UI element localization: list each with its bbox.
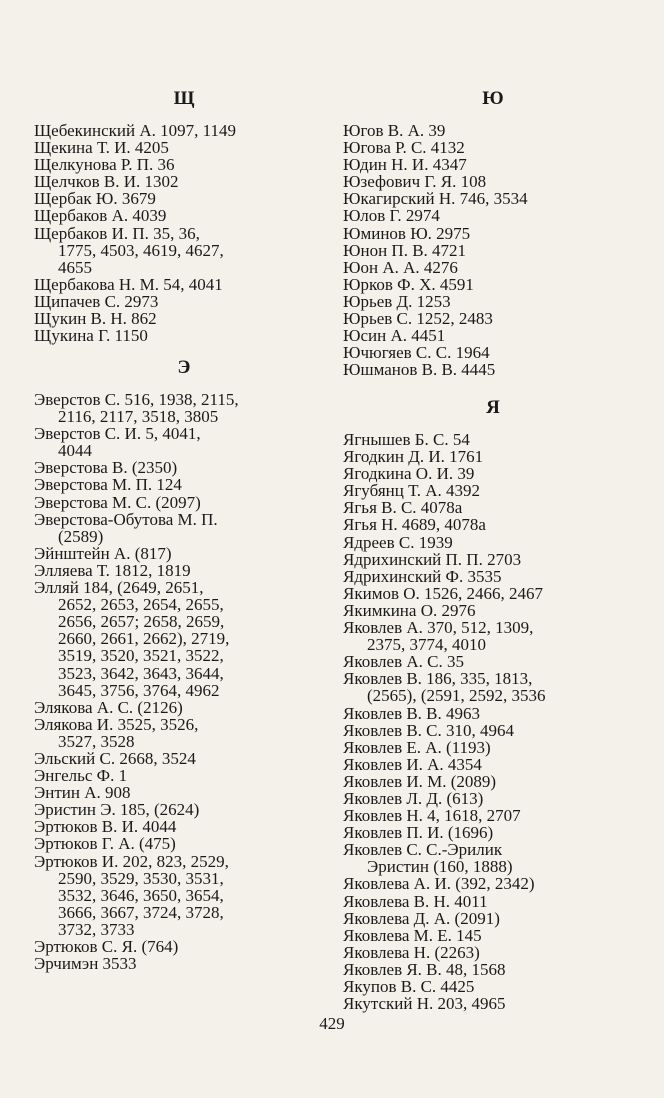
entry-continuation-line: 3519, 3520, 3521, 3522, (58, 646, 224, 666)
index-entry (343, 448, 643, 465)
entry-continuation-line: 3527, 3528 (58, 731, 135, 751)
index-entry (343, 499, 643, 516)
index-entry (34, 835, 334, 852)
entry-line: Яковлева А. И. (392, 2342) (343, 874, 535, 894)
entry-continuation-line: 3645, 3756, 3764, 4962 (58, 680, 220, 700)
index-entry (343, 893, 643, 910)
entry-line: Эверстова-Обутова М. П. (34, 509, 218, 529)
index-entry (343, 705, 643, 722)
entry-continuation-line: 3532, 3646, 3650, 3654, (58, 885, 224, 905)
index-section (343, 88, 643, 378)
index-entry (343, 756, 643, 773)
entry-line: Югов В. А. 39 (343, 121, 446, 140)
entry-line: Ядрихинский Ф. 3535 (343, 566, 502, 586)
index-entry (34, 955, 334, 972)
index-entry (34, 391, 334, 425)
entry-line: Яковлев Я. В. 48, 1568 (343, 959, 506, 979)
entry-line: Ягья В. С. 4078а (343, 498, 463, 518)
entry-line: Яковлев А. 370, 512, 1309, (343, 618, 534, 638)
index-entry (34, 801, 334, 818)
index-entry (343, 207, 643, 224)
entry-line: Якутский Н. 203, 4965 (343, 994, 506, 1014)
index-entry (343, 722, 643, 739)
index-entry (34, 494, 334, 511)
index-entry (34, 122, 334, 139)
index-entry (34, 476, 334, 493)
index-entry (343, 465, 643, 482)
index-entry (34, 853, 334, 938)
entry-continuation-line: 2656, 2657; 2658, 2659, (58, 612, 225, 632)
index-entry (343, 568, 643, 585)
index-entry (34, 784, 334, 801)
entry-line: Юзефович Г. Я. 108 (343, 172, 487, 192)
index-entry (343, 344, 643, 361)
entry-line: Энтин А. 908 (34, 783, 131, 803)
entry-line: Щелчков В. И. 1302 (34, 172, 179, 192)
entry-line: Юшманов В. В. 4445 (343, 360, 496, 380)
entry-line: Якимов О. 1526, 2466, 2467 (343, 583, 544, 603)
index-entry (343, 259, 643, 276)
entry-line: Яковлев А. С. 35 (343, 652, 464, 672)
entry-line: Яковлев П. И. (1696) (343, 823, 494, 843)
index-entry (343, 516, 643, 533)
index-entry (34, 699, 334, 716)
index-entry (343, 310, 643, 327)
index-entry (34, 425, 334, 459)
index-entry (343, 910, 643, 927)
index-entry (343, 242, 643, 259)
index-entry (343, 534, 643, 551)
index-entry (343, 790, 643, 807)
entry-line: Юнон П. В. 4721 (343, 240, 467, 260)
section-letter-heading: Ю (482, 88, 504, 109)
index-entry (343, 173, 643, 190)
index-entry (34, 225, 334, 276)
index-entry (343, 276, 643, 293)
index-section (34, 88, 334, 344)
entry-line: Юминов Ю. 2975 (343, 223, 471, 243)
entry-line: Ягодкина О. И. 39 (343, 464, 475, 484)
index-entry (343, 841, 643, 875)
entry-line: Яковлева Д. А. (2091) (343, 908, 500, 928)
index-entry (343, 551, 643, 568)
entry-line: Ючюгяев С. С. 1964 (343, 343, 490, 363)
entry-line: Щукин В. Н. 862 (34, 309, 157, 329)
entry-line: Югова Р. С. 4132 (343, 138, 465, 158)
index-entry (343, 807, 643, 824)
entry-line: Яковлев В. С. 310, 4964 (343, 720, 515, 740)
entry-line: Ягья Н. 4689, 4078а (343, 515, 486, 535)
entry-line: Эверстов С. И. 5, 4041, (34, 424, 201, 444)
section-letter-heading: Э (177, 357, 191, 378)
entry-line: Яковлева М. Е. 145 (343, 925, 482, 945)
entry-line: Эверстова В. (2350) (34, 458, 178, 478)
section-letter-heading: Щ (173, 88, 195, 109)
index-entry (343, 875, 643, 892)
section-letter-heading: Я (486, 397, 500, 418)
index-entry (34, 173, 334, 190)
entry-line: Элляева Т. 1812, 1819 (34, 560, 191, 580)
entry-list (34, 122, 334, 344)
entry-line: Щербаков И. П. 35, 36, (34, 223, 200, 243)
entry-continuation-line: 2660, 2661, 2662), 2719, (58, 629, 230, 649)
entry-line: Ягубянц Т. А. 4392 (343, 481, 481, 501)
index-entry (34, 511, 334, 545)
entry-line: Юсин А. 4451 (343, 326, 446, 346)
entry-line: Щекина Т. И. 4205 (34, 138, 169, 158)
entry-list (343, 122, 643, 378)
entry-line: Якимкина О. 2976 (343, 600, 476, 620)
entry-line: Щербак Ю. 3679 (34, 189, 156, 209)
entry-line: Энгельс Ф. 1 (34, 766, 128, 786)
entry-line: Юрьев Д. 1253 (343, 291, 451, 311)
entry-line: Юрьев С. 1252, 2483 (343, 309, 493, 329)
entry-line: Щербаков А. 4039 (34, 206, 167, 226)
entry-line: Эрчимэн 3533 (34, 954, 137, 974)
index-entry (343, 961, 643, 978)
page-number: 429 (319, 1014, 345, 1033)
index-entry (34, 767, 334, 784)
entry-line: Яковлев С. С.-Эрилик (343, 840, 503, 860)
entry-line: Эртюков В. И. 4044 (34, 817, 177, 837)
entry-line: Щипачев С. 2973 (34, 291, 159, 311)
entry-line: Якупов В. С. 4425 (343, 977, 475, 996)
entry-continuation-line: (2565), (2591, 2592, 3536 (367, 686, 546, 706)
entry-line: Эверстов С. 516, 1938, 2115, (34, 390, 239, 409)
index-section (34, 357, 334, 972)
index-entry (343, 139, 643, 156)
entry-line: Юкагирский Н. 746, 3534 (343, 189, 528, 209)
entry-line: Щелкунова Р. П. 36 (34, 155, 175, 175)
index-entry (34, 938, 334, 955)
entry-continuation-line: 3523, 3642, 3643, 3644, (58, 663, 224, 683)
entry-continuation-line: 4655 (58, 257, 92, 277)
entry-line: Яковлев Н. 4, 1618, 2707 (343, 806, 521, 826)
entry-line: Яковлев В. 186, 335, 1813, (343, 669, 533, 689)
entry-line: Ягнышев Б. С. 54 (343, 430, 470, 449)
entry-line: Эверстова М. С. (2097) (34, 492, 201, 512)
entry-line: Эртюков И. 202, 823, 2529, (34, 851, 229, 871)
entry-line: Элякова И. 3525, 3526, (34, 714, 199, 734)
entry-continuation-line: Эристин (160, 1888) (367, 857, 513, 877)
index-entry (343, 995, 643, 1012)
index-entry (34, 190, 334, 207)
entry-list (343, 431, 643, 1012)
entry-line: Яковлев И. А. 4354 (343, 754, 482, 774)
index-entry (343, 482, 643, 499)
index-entry (34, 716, 334, 750)
index-entry (343, 944, 643, 961)
entry-line: Яковлева В. Н. 4011 (343, 891, 488, 911)
entry-line: Яковлева Н. (2263) (343, 942, 480, 962)
entry-line: Эйнштейн А. (817) (34, 543, 172, 563)
index-entry (34, 818, 334, 835)
entry-line: Эртюков С. Я. (764) (34, 937, 179, 956)
entry-line: Юдин Н. И. 4347 (343, 155, 467, 175)
index-entry (343, 739, 643, 756)
index-entry (34, 545, 334, 562)
index-entry (343, 190, 643, 207)
index-entry (343, 122, 643, 139)
index-entry (34, 207, 334, 224)
index-entry (343, 927, 643, 944)
entry-continuation-line: 3732, 3733 (58, 919, 135, 939)
index-entry (343, 585, 643, 602)
index-entry (343, 293, 643, 310)
entry-line: Щебекинский А. 1097, 1149 (34, 121, 237, 140)
index-entry (343, 361, 643, 378)
index-entry (34, 310, 334, 327)
entry-line: Юрков Ф. Х. 4591 (343, 274, 474, 294)
entry-line: Яковлев В. В. 4963 (343, 703, 481, 723)
index-entry (343, 327, 643, 344)
index-entry (34, 139, 334, 156)
index-entry (34, 459, 334, 476)
index-entry (34, 293, 334, 310)
entry-continuation-line: 2590, 3529, 3530, 3531, (58, 868, 224, 888)
index-entry (34, 327, 334, 344)
index-entry (343, 431, 643, 448)
entry-line: Юлов Г. 2974 (343, 206, 440, 226)
index-entry (343, 670, 643, 704)
index-section (343, 397, 643, 1012)
entry-line: Щербакова Н. М. 54, 4041 (34, 274, 223, 294)
index-entry (343, 619, 643, 653)
entry-line: Яковлев Е. А. (1193) (343, 737, 491, 757)
index-entry (343, 602, 643, 619)
entry-line: Ядрихинский П. П. 2703 (343, 549, 522, 569)
index-entry (34, 156, 334, 173)
index-entry (343, 653, 643, 670)
entry-continuation-line: 2652, 2653, 2654, 2655, (58, 595, 224, 615)
index-entry (34, 579, 334, 699)
entry-line: Ягодкин Д. И. 1761 (343, 447, 484, 467)
entry-line: Эртюков Г. А. (475) (34, 834, 176, 854)
entry-line: Яковлев Л. Д. (613) (343, 788, 484, 808)
entry-continuation-line: 2116, 2117, 3518, 3805 (58, 407, 219, 427)
index-entry (343, 773, 643, 790)
entry-continuation-line: 3666, 3667, 3724, 3728, (58, 902, 224, 922)
index-entry (343, 978, 643, 995)
entry-line: Юон А. А. 4276 (343, 257, 458, 277)
entry-continuation-line: (2589) (58, 526, 104, 546)
entry-line: Элякова А. С. (2126) (34, 697, 183, 717)
entry-line: Элляй 184, (2649, 2651, (34, 578, 204, 598)
entry-line: Эльский С. 2668, 3524 (34, 748, 196, 768)
index-entry (34, 562, 334, 579)
entry-line: Ядреев С. 1939 (343, 532, 453, 552)
entry-line: Яковлев И. М. (2089) (343, 771, 497, 791)
entry-list (34, 391, 334, 972)
entry-line: Щукина Г. 1150 (34, 326, 148, 346)
index-entry (343, 225, 643, 242)
index-entry (34, 750, 334, 767)
entry-continuation-line: 1775, 4503, 4619, 4627, (58, 240, 224, 260)
index-entry (34, 276, 334, 293)
entry-continuation-line: 4044 (58, 441, 92, 461)
index-entry (343, 824, 643, 841)
index-entry (343, 156, 643, 173)
entry-line: Эверстова М. П. 124 (34, 475, 182, 495)
entry-line: Эристин Э. 185, (2624) (34, 800, 200, 820)
entry-continuation-line: 2375, 3774, 4010 (367, 635, 486, 655)
